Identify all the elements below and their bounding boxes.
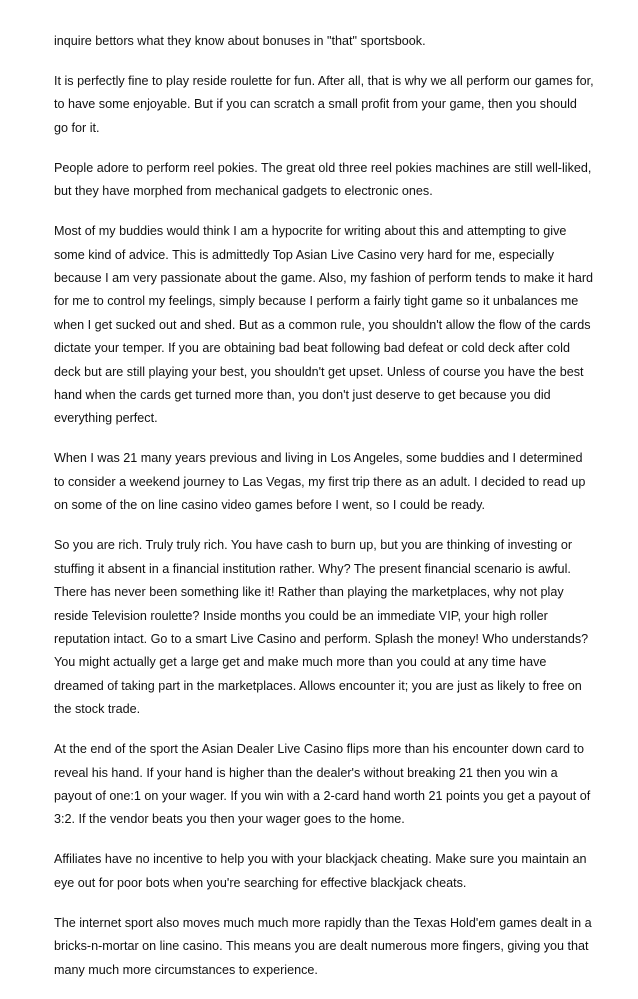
paragraph-4: Most of my buddies would think I am a hypocrite for writing about this and attempting to give some kind of advice. This is admittedly Top Asian Live Casino very hard for me, especially because I am very passionate about the game. Also, my fashion of perform tends to make it hard for me to control my feelings, simply because I perform a fairly tight game so it unbalances me when I get sucked out and shed. But as a common rule, you shouldn't allow the flow of the cards dictate your temper. If you are obtaining bad beat following bad defeat or cold deck after cold deck but are still playing your best, you shouldn't get upset. Unless of course you have the best hand when the cards get turned more than, you don't just deserve to get because you did everything perfect. <box>54 224 594 426</box>
paragraph-2: It is perfectly fine to play reside roulette for fun. After all, that is why we all perform our games for, to have some enjoyable. But if you can scratch a small profit from your game, then you should go for it. <box>54 74 594 135</box>
paragraph-9: The internet sport also moves much much more rapidly than the Texas Hold'em games dealt in a bricks-n-mortar on line casino. This means you are dealt numerous more fingers, giving you that many much more circumstances to experience. <box>54 915 592 977</box>
paragraph-8: Affiliates have no incentive to help you with your blackjack cheating. Make sure you maintain an eye out for poor bots when you're searching for effective blackjack cheats. <box>54 852 587 890</box>
paragraph-5: When I was 21 many years previous and living in Los Angeles, some buddies and I determined to consider a weekend journey to Las Vegas, my first trip there as an adult. I decided to read up on some of the on line casino video games before I went, so I could be ready. <box>54 451 586 513</box>
paragraph-1: inquire bettors what they know about bonuses in "that" sportsbook. <box>54 34 426 48</box>
paragraph-7: At the end of the sport the Asian Dealer Live Casino flips more than his encounter down card to reveal his hand. If your hand is higher than the dealer's without breaking 21 then you win a payout of one:1 on your wager. If you win with a 2-card hand worth 21 points you get a payout of 3:2. If the vendor beats you then your wager goes to the home. <box>54 742 591 827</box>
paragraph-6: So you are rich. Truly truly rich. You have cash to burn up, but you are thinking of investing or stuffing it absent in a financial institution rather. Why? The present financial scenario is awful. There has never been something like it! Rather than playing the marketplaces, why not play reside Television roulette? Inside months you could be an immediate VIP, your high roller reputation intact. Go to a smart Live Casino and perform. Splash the money! Who understands? You might actually get a large get and make much more than you could at any time have dreamed of taking part in the marketplaces. Allows encounter it; you are just as likely to free on the stock trade. <box>54 538 589 717</box>
document-body <box>54 30 594 999</box>
paragraph-3: People adore to perform reel pokies. The great old three reel pokies machines are still well-liked, but they have morphed from mechanical gadgets to electronic ones. <box>54 160 592 199</box>
